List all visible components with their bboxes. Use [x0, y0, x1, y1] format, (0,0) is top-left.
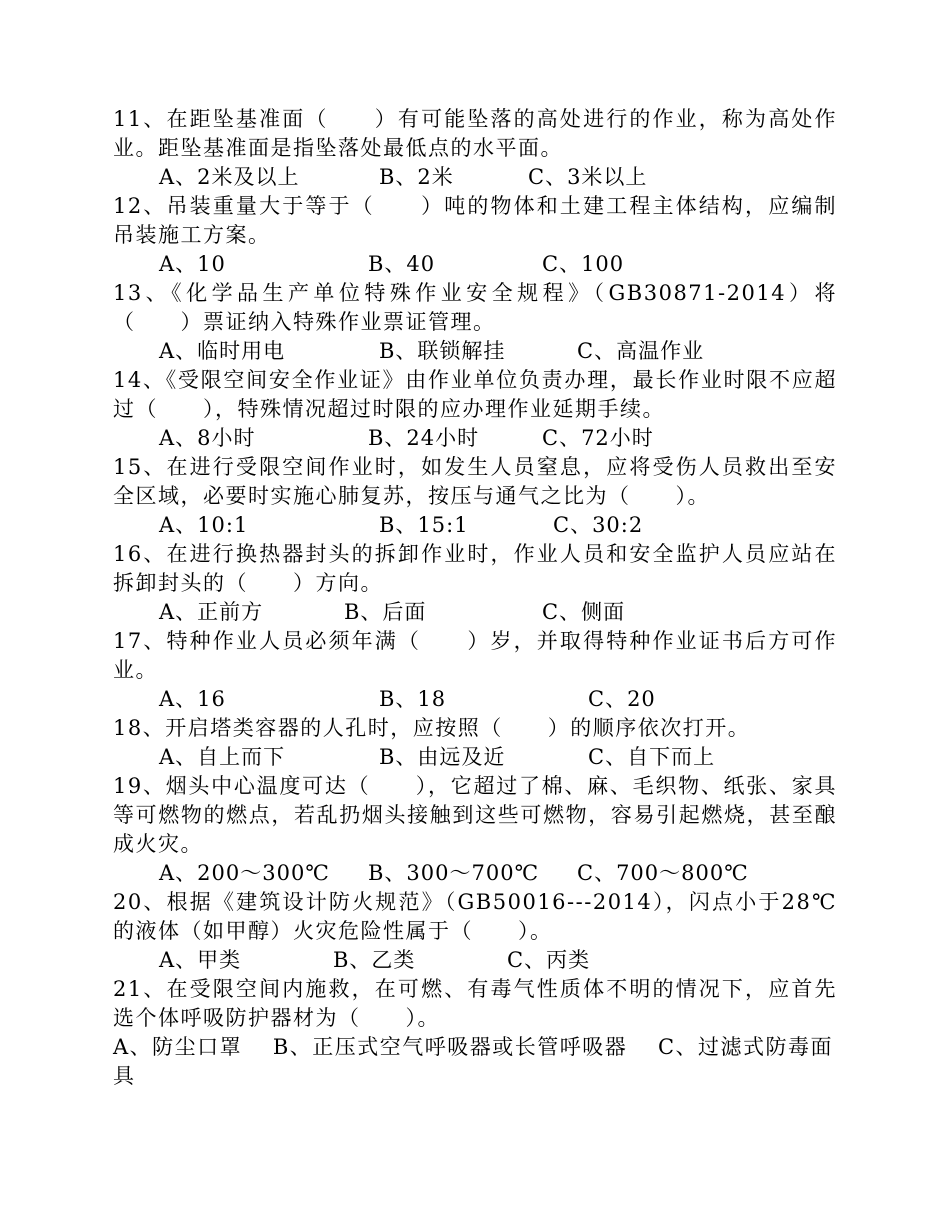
option-c: C、3米以上 — [528, 165, 648, 189]
exam-page — [113, 105, 837, 1091]
option-c: C、丙类 — [507, 948, 591, 972]
option-a: A、甲类 — [159, 948, 242, 972]
option-b: B、18 — [379, 687, 447, 711]
options-12 — [113, 250, 837, 279]
option-c: C、72小时 — [542, 426, 654, 450]
options-14 — [113, 424, 837, 453]
question-11: 11、在距坠基准面（ ）有可能坠落的高处进行的作业，称为高处作业。距坠基准面是指坠落处最低点的水平面。 — [113, 107, 837, 160]
option-a: A、200～300℃ — [159, 861, 330, 885]
options-18 — [113, 743, 837, 772]
options-19 — [113, 859, 837, 888]
option-a: A、8小时 — [159, 426, 256, 450]
option-b: B、15:1 — [379, 513, 469, 537]
option-b: B、40 — [368, 252, 436, 276]
option-a: A、16 — [159, 687, 226, 711]
question-17: 17、特种作业人员必须年满（ ）岁，并取得特种作业证书后方可作业。 — [113, 629, 837, 682]
option-a: A、自上而下 — [159, 745, 286, 769]
option-c: C、侧面 — [542, 600, 626, 624]
options-21: A、防尘口罩 B、正压式空气呼吸器或长管呼吸器 C、过滤式防毒面具 — [113, 1035, 834, 1088]
options-17 — [113, 685, 837, 714]
option-b: B、24小时 — [368, 426, 480, 450]
question-12: 12、吊装重量大于等于（ ）吨的物体和土建工程主体结构，应编制吊装施工方案。 — [113, 194, 837, 247]
option-b: B、由远及近 — [379, 745, 506, 769]
options-13 — [113, 337, 837, 366]
option-b: B、后面 — [344, 600, 427, 624]
option-c: C、自下而上 — [588, 745, 716, 769]
option-b: B、乙类 — [333, 948, 416, 972]
option-a: A、10:1 — [159, 513, 249, 537]
options-16 — [113, 598, 837, 627]
question-20: 20、根据《建筑设计防火规范》（GB50016---2014），闪点小于28℃的液体（如甲醇）火灾危险性属于（ ）。 — [113, 890, 837, 943]
option-c: C、100 — [542, 252, 625, 276]
option-b: B、300～700℃ — [368, 861, 540, 885]
question-16: 16、在进行换热器封头的拆卸作业时，作业人员和安全监护人员应站在拆卸封头的（ ）方向。 — [113, 542, 837, 595]
question-15: 15、在进行受限空间作业时，如发生人员窒息，应将受伤人员救出至安全区域，必要时实施心肺复苏，按压与通气之比为（ ）。 — [113, 455, 837, 508]
question-18: 18、开启塔类容器的人孔时，应按照（ ）的顺序依次打开。 — [113, 716, 751, 740]
question-21: 21、在受限空间内施救，在可燃、有毒气性质体不明的情况下，应首先选个体呼吸防护器材为（ ）。 — [113, 977, 837, 1030]
question-13: 13、《化学品生产单位特殊作业安全规程》（GB30871-2014）将（ ）票证纳入特殊作业票证管理。 — [113, 281, 837, 334]
option-c: C、20 — [588, 687, 656, 711]
option-c: C、700～800℃ — [577, 861, 749, 885]
option-a: A、2米及以上 — [159, 165, 300, 189]
option-a: A、10 — [159, 252, 226, 276]
options-11 — [113, 163, 837, 192]
question-19: 19、烟头中心温度可达（ ），它超过了棉、麻、毛织物、纸张、家具等可燃物的燃点，若乱扔烟头接触到这些可燃物，容易引起燃烧，甚至酿成火灾。 — [113, 774, 837, 856]
option-a: A、正前方 — [159, 600, 264, 624]
option-a: A、临时用电 — [159, 339, 286, 363]
option-c: C、高温作业 — [577, 339, 705, 363]
option-c: C、30:2 — [553, 513, 644, 537]
question-14: 14、《受限空间安全作业证》由作业单位负责办理，最长作业时限不应超过（ ），特殊情况超过时限的应办理作业延期手续。 — [113, 368, 837, 421]
option-b: B、联锁解挂 — [379, 339, 506, 363]
options-20 — [113, 946, 837, 975]
options-15 — [113, 511, 837, 540]
option-b: B、2米 — [379, 165, 454, 189]
